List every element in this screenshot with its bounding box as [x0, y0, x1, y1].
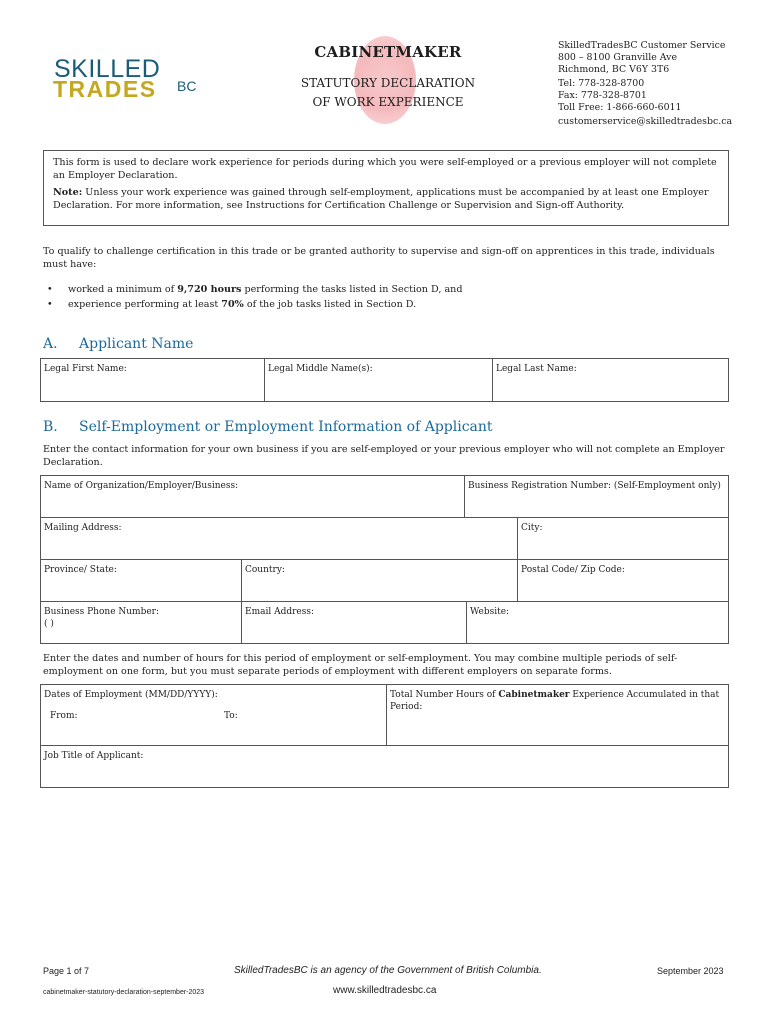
province-field[interactable]: Province/ State:: [40, 559, 242, 602]
logo-bc-text: BC: [177, 78, 197, 94]
logo-trades-text: TRADES: [53, 76, 157, 102]
job-title-field[interactable]: Job Title of Applicant:: [40, 745, 729, 788]
contact-name: SkilledTradesBC Customer Service: [558, 40, 726, 51]
footer-agency: SkilledTradesBC is an agency of the Government of British Columbia.: [234, 965, 542, 976]
total-hours-field[interactable]: Total Number Hours of Cabinetmaker Experience Accumulated in that Period:: [386, 684, 729, 746]
mailing-address-field[interactable]: Mailing Address:: [40, 517, 518, 560]
contact-tel: Tel: 778-328-8700: [558, 78, 645, 89]
document-title: CABINETMAKER: [314, 43, 462, 61]
contact-address2: Richmond, BC V6Y 3T6: [558, 64, 670, 75]
dates-of-employment-field[interactable]: Dates of Employment (MM/DD/YYYY):: [40, 684, 387, 746]
organization-name-field[interactable]: Name of Organization/Employer/Business:: [40, 475, 465, 518]
footer-page-number: Page 1 of 7: [43, 966, 90, 976]
legal-middle-name-field[interactable]: Legal Middle Name(s):: [264, 358, 493, 402]
bullet-item: worked a minimum of 9,720 hours performing the tasks listed in Section D, and: [68, 284, 463, 295]
city-field[interactable]: City:: [517, 517, 729, 560]
business-phone-field[interactable]: Business Phone Number: ( ): [40, 601, 242, 644]
intro-note: Note: Unless your work experience was gained through self-employment, applications must be accompanied by at least one Employer Declaration. For more information, see Instructions for Certification Challenge or Supervision and Sign-off Authority.: [53, 187, 709, 211]
logo-skilled-text: SKILLED: [54, 55, 161, 83]
footer-website-link[interactable]: www.skilledtradesbc.ca: [333, 985, 437, 996]
website-field[interactable]: Website:: [466, 601, 729, 644]
footer-date: September 2023: [657, 966, 724, 976]
footer-filename: cabinetmaker-statutory-declaration-september-2023: [43, 989, 205, 996]
section-a-heading: A. Applicant Name: [43, 336, 194, 352]
dates-intro: Enter the dates and number of hours for this period of employment or self-employment. You may combine multiple periods of self- employment on one form, but you must separate periods of employment with different employers on separate forms.: [43, 653, 678, 677]
business-registration-field[interactable]: Business Registration Number: (Self-Employment only): [464, 475, 729, 518]
legal-last-name-field[interactable]: Legal Last Name:: [492, 358, 729, 402]
intro-notice-box: [43, 150, 729, 226]
to-date-label: To:: [224, 711, 238, 721]
bullet-item: experience performing at least 70% of the job tasks listed in Section D.: [68, 299, 417, 310]
postal-code-field[interactable]: Postal Code/ Zip Code:: [517, 559, 729, 602]
section-b-intro: Enter the contact information for your own business if you are self-employed or your previous employer who will not complete an Employer Declaration.: [43, 444, 725, 468]
country-field[interactable]: Country:: [241, 559, 518, 602]
contact-address1: 800 – 8100 Granville Ave: [558, 52, 678, 63]
bullet-glyph: •: [47, 299, 53, 310]
intro-text: This form is used to declare work experience for periods during which you were self-employed or a previous employer will not complete an Employer Declaration.: [53, 157, 717, 181]
contact-email[interactable]: customerservice@skilledtradesbc.ca: [558, 116, 733, 127]
from-date-label: From:: [50, 711, 78, 721]
contact-fax: Fax: 778-328-8701: [558, 90, 647, 101]
document-subtitle-line2: OF WORK EXPERIENCE: [312, 95, 464, 109]
legal-first-name-field[interactable]: Legal First Name:: [40, 358, 265, 402]
contact-tollfree: Toll Free: 1-866-660-6011: [558, 102, 682, 113]
section-b-heading: B. Self-Employment or Employment Information of Applicant: [43, 419, 493, 435]
qualify-text: To qualify to challenge certification in this trade or be granted authority to supervise and sign-off on apprentices in this trade, individuals must have:: [43, 246, 715, 270]
document-subtitle-line1: STATUTORY DECLARATION: [300, 76, 476, 90]
email-address-field[interactable]: Email Address:: [241, 601, 467, 644]
bullet-glyph: •: [47, 284, 53, 295]
